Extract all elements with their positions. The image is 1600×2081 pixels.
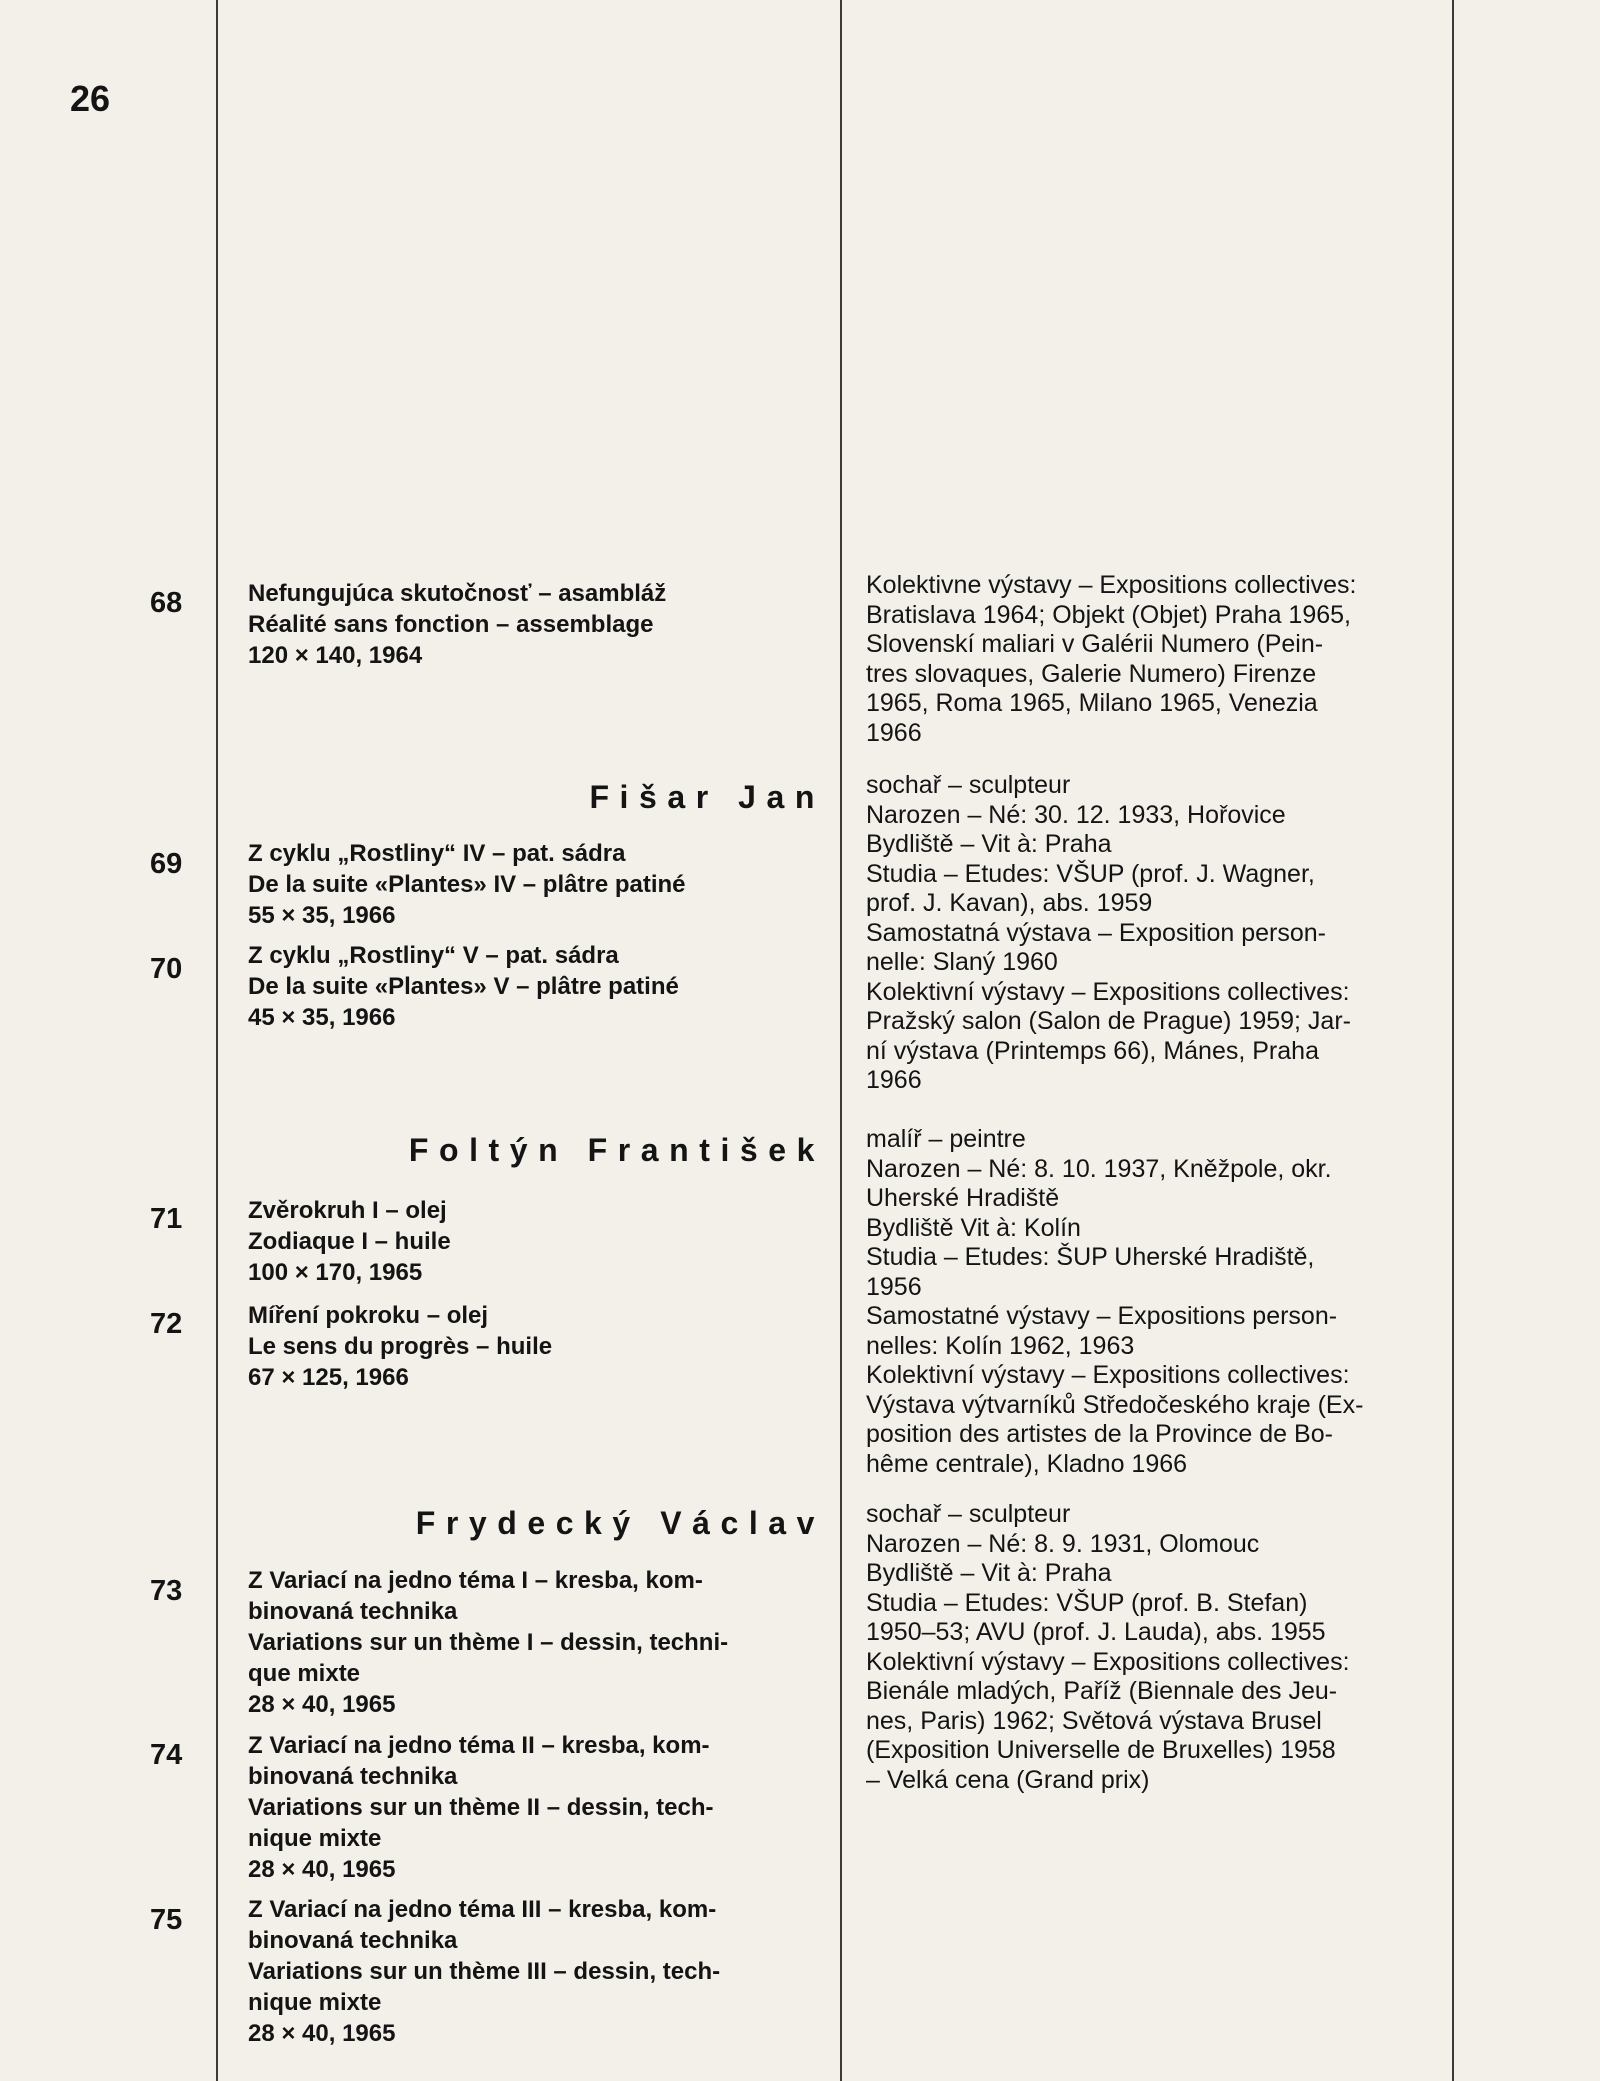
bio-line: Samostatná výstava – Exposition person- [866,918,1326,947]
catalogue-number: 70 [150,953,183,985]
work-line: Míření pokroku – olej [248,1302,489,1329]
bio-line: hême centrale), Kladno 1966 [866,1449,1188,1478]
bio-line: Kolektivne výstavy – Expositions collectives: [866,571,1357,599]
bio-line: Samostatné výstavy – Expositions person- [866,1302,1338,1330]
artist-bio [866,771,1456,1096]
bio-line: prof. J. Kavan), abs. 1959 [866,889,1153,917]
work-line: De la suite «Plantes» V – plâtre patiné [248,973,679,1000]
bio-line: 1966 [866,1066,922,1094]
work-entry [248,1195,823,1288]
bio-line: Narozen – Né: 30. 12. 1933, Hořovice [866,800,1286,829]
catalogue-number: 73 [150,1575,183,1607]
bio-line: Výstava výtvarníků Středočeského kraje (Ex- [866,1390,1364,1419]
work-line: Z cyklu „Rostliny“ V – pat. sádra [248,942,619,969]
artist-bio [866,1125,1456,1479]
bio-line: 1950–53; AVU (prof. J. Lauda), abs. 1955 [866,1618,1326,1646]
bio-line: Bydliště Vit à: Kolín [866,1213,1081,1242]
catalogue-number: 69 [150,848,183,880]
bio-line: position des artistes de la Province de Bo- [866,1420,1333,1448]
work-entry [248,1730,823,1885]
artist-name: Frydecký Václav [415,1505,825,1541]
catalogue-number: 75 [150,1904,183,1936]
bio-line: malíř – peintre [866,1125,1026,1153]
bio-line: (Exposition Universelle de Bruxelles) 1958 [866,1736,1336,1764]
work-entry [248,1300,823,1393]
work-line: 28 × 40, 1965 [248,2020,396,2047]
bio-line: Pražský salon (Salon de Prague) 1959; Jar- [866,1007,1351,1035]
bio-line: Bratislava 1964; Objekt (Objet) Praha 1965, [866,600,1351,629]
catalogue-number: 71 [150,1203,183,1235]
bio-line: Uherské Hradiště [866,1184,1060,1212]
artist-bio [866,571,1456,748]
work-line: que mixte [248,1660,361,1687]
work-line: nique mixte [248,1989,382,2016]
work-line: De la suite «Plantes» IV – plâtre patiné [248,871,686,898]
column-rule-left [216,0,218,2081]
bio-line: Narozen – Né: 8. 10. 1937, Kněžpole, okr. [866,1154,1332,1183]
work-line: Zvěrokruh I – olej [248,1197,447,1224]
work-line: Variations sur un thème II – dessin, tech- [248,1794,714,1821]
artist-bio [866,1500,1456,1795]
work-entry [248,838,823,931]
work-line: 55 × 35, 1966 [248,902,396,929]
bio-line: Studia – Etudes: VŠUP (prof. B. Stefan) [866,1588,1308,1617]
page-number: 26 [70,78,111,119]
work-entry [248,940,823,1033]
bio-line: – Velká cena (Grand prix) [866,1765,1150,1794]
work-line: 45 × 35, 1966 [248,1004,396,1031]
work-line: binovaná technika [248,1763,458,1790]
bio-line: nes, Paris) 1962; Světová výstava Brusel [866,1706,1322,1735]
work-line: Nefungujúca skutočnosť – asambláž [248,580,667,607]
work-line: Variations sur un thème III – dessin, tech- [248,1958,721,1985]
bio-line: Narozen – Né: 8. 9. 1931, Olomouc [866,1529,1260,1558]
bio-line: Kolektivní výstavy – Expositions collectives: [866,1361,1350,1389]
work-line: Z Variací na jedno téma III – kresba, kom- [248,1896,717,1923]
work-line: binovaná technika [248,1927,458,1954]
work-entry [248,1565,823,1720]
work-entry [248,578,823,671]
work-line: Z Variací na jedno téma II – kresba, kom- [248,1732,710,1759]
work-line: Le sens du progrès – huile [248,1333,553,1360]
catalogue-number: 74 [150,1739,183,1771]
work-entry [248,1894,823,2049]
catalogue-number: 72 [150,1308,183,1340]
work-line: Z cyklu „Rostliny“ IV – pat. sádra [248,840,626,867]
catalogue-number: 68 [150,587,183,619]
work-line: nique mixte [248,1825,382,1852]
bio-line: sochař – sculpteur [866,1500,1071,1528]
bio-line: 1965, Roma 1965, Milano 1965, Venezia [866,689,1318,717]
work-line: Z Variací na jedno téma I – kresba, kom- [248,1567,703,1594]
bio-line: Bienále mladých, Paříž (Biennale des Jeu- [866,1677,1338,1705]
bio-line: 1966 [866,718,922,747]
work-line: 100 × 170, 1965 [248,1259,423,1286]
bio-line: tres slovaques, Galerie Numero) Firenze [866,659,1317,688]
bio-line: Slovenskí maliari v Galérii Numero (Pein- [866,630,1324,658]
work-line: Zodiaque I – huile [248,1228,451,1255]
bio-line: Kolektivní výstavy – Expositions collectives: [866,977,1350,1006]
bio-line: ní výstava (Printemps 66), Mánes, Praha [866,1036,1319,1065]
artist-name: Fišar Jan [589,779,825,815]
bio-line: nelles: Kolín 1962, 1963 [866,1331,1135,1360]
work-line: 28 × 40, 1965 [248,1856,396,1883]
work-line: binovaná technika [248,1598,458,1625]
work-line: Réalité sans fonction – assemblage [248,611,654,638]
bio-line: Bydliště – Vit à: Praha [866,830,1112,858]
artist-name: Foltýn František [408,1132,825,1168]
bio-line: 1956 [866,1272,922,1301]
bio-line: Kolektivní výstavy – Expositions collectives: [866,1647,1350,1676]
work-line: 28 × 40, 1965 [248,1691,396,1718]
work-line: 67 × 125, 1966 [248,1364,409,1391]
work-line: Variations sur un thème I – dessin, techni- [248,1629,729,1656]
bio-line: nelle: Slaný 1960 [866,948,1058,976]
bio-line: Bydliště – Vit à: Praha [866,1559,1112,1587]
bio-line: sochař – sculpteur [866,771,1071,799]
bio-line: Studia – Etudes: ŠUP Uherské Hradiště, [866,1243,1315,1271]
work-line: 120 × 140, 1964 [248,642,423,669]
column-rule-middle [840,0,842,2081]
bio-line: Studia – Etudes: VŠUP (prof. J. Wagner, [866,859,1315,888]
